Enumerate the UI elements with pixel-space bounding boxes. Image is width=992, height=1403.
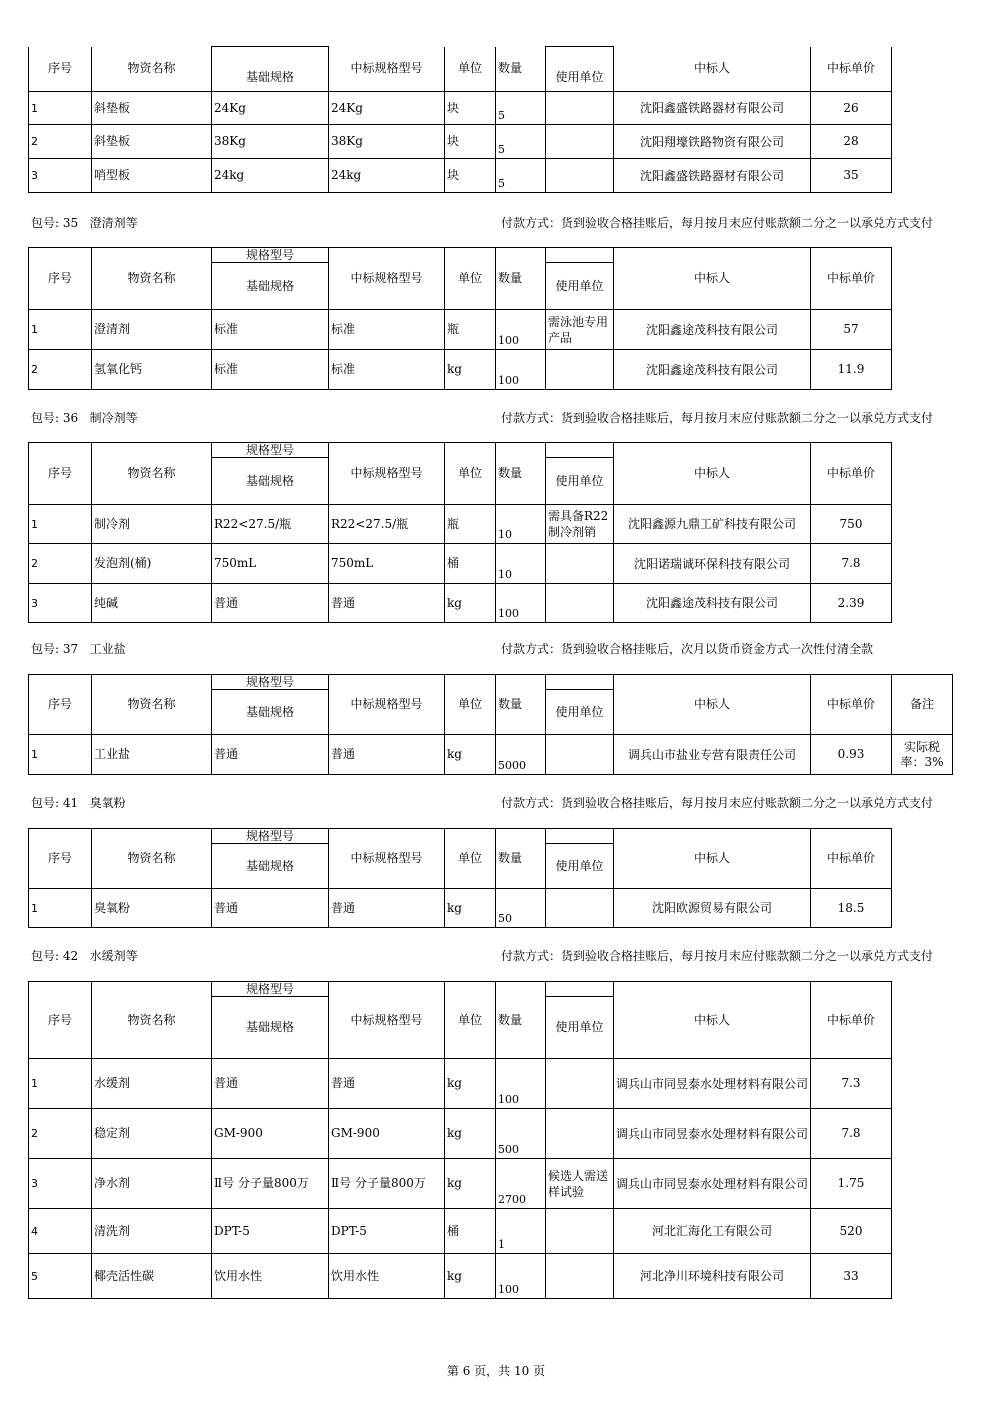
col-qty: 数量 [496,982,546,1059]
col-user-unit [546,982,614,1059]
table-header-row [29,675,953,735]
cell-price: 0.93 [811,735,892,775]
cell-name: 斜垫板 [92,92,212,125]
cell-winner: 沈阳鑫途茂科技有限公司 [614,350,811,390]
col-qty: 数量 [496,443,546,505]
cell-user-unit [546,92,614,125]
table-package-42 [28,981,892,1299]
cell-price: 750 [811,505,892,544]
cell-spec: DPT-5 [212,1209,329,1254]
col-winner: 中标人 [614,982,811,1059]
cell-user-unit [546,1109,614,1159]
cell-seq: 2 [29,1109,92,1159]
cell-user-unit [546,1059,614,1109]
cell-qty: 500 [496,1109,546,1159]
user-unit-label: 使用单位 [555,705,604,719]
col-price: 中标单价 [811,443,892,505]
cell-winner: 沈阳鑫源九鼎工矿科技有限公司 [614,505,811,544]
package-title: 工业盐 [89,642,126,656]
cell-price: 11.9 [811,350,892,390]
cell-spec: 24kg [212,159,329,193]
col-seq: 序号 [29,982,92,1059]
cell-user-unit [546,889,614,928]
cell-remark: 实际税率：3% [892,735,953,775]
cell-unit: kg [445,1254,496,1299]
col-user-unit [546,675,614,735]
package-prefix: 包号: [31,216,60,230]
cell-seq: 1 [29,92,92,125]
table-package-41 [28,828,892,928]
cell-qty: 50 [496,889,546,928]
table-row [29,1109,892,1159]
user-unit-label: 使用单位 [555,279,604,293]
spec-group-label: 规格型号 [212,248,328,263]
cell-seq: 1 [29,735,92,775]
table-row [29,125,892,159]
cell-winner: 调兵山市盐业专营有限责任公司 [614,735,811,775]
user-unit-label: 使用单位 [555,474,604,488]
col-name: 物资名称 [92,675,212,735]
table-header-row [29,47,892,92]
cell-seq: 2 [29,125,92,159]
cell-spec: 普通 [212,1059,329,1109]
cell-seq: 2 [29,350,92,390]
col-unit: 单位 [445,829,496,889]
cell-price: 1.75 [811,1159,892,1209]
cell-bid-spec: 标准 [329,350,445,390]
table-row [29,1254,892,1299]
spec-basic-label: 基础规格 [245,279,294,293]
cell-spec: 饮用水性 [212,1254,329,1299]
cell-qty: 5 [496,125,546,159]
cell-spec: 普通 [212,889,329,928]
cell-spec: GM-900 [212,1109,329,1159]
col-seq: 序号 [29,675,92,735]
cell-user-unit [546,159,614,193]
user-unit-top [546,248,613,263]
cell-unit: kg [445,735,496,775]
table-header-row [29,829,892,889]
user-unit-label: 使用单位 [555,1020,604,1034]
table-row [29,1059,892,1109]
col-unit: 单位 [445,47,496,92]
cell-price: 520 [811,1209,892,1254]
cell-name: 哨型板 [92,159,212,193]
table-header-row [29,982,892,1059]
col-price: 中标单价 [811,248,892,310]
package-no: 37 [62,642,79,656]
col-bid-spec: 中标规格型号 [329,829,445,889]
cell-user-unit: 候选人需送样试验 [546,1159,614,1209]
table-package-35 [28,247,892,390]
cell-price: 2.39 [811,584,892,623]
cell-qty: 5 [496,92,546,125]
cell-qty: 10 [496,544,546,584]
col-unit: 单位 [445,675,496,735]
spec-group-label: 规格型号 [212,829,328,844]
col-bid-spec: 中标规格型号 [329,675,445,735]
table-row [29,92,892,125]
user-unit-top [546,443,613,458]
cell-bid-spec: DPT-5 [329,1209,445,1254]
cell-name: 发泡剂(桶) [92,544,212,584]
table-row [29,1159,892,1209]
package-no: 42 [62,949,79,963]
cell-unit: 桶 [445,544,496,584]
col-qty: 数量 [496,675,546,735]
cell-spec: 标准 [212,310,329,350]
cell-name: 纯碱 [92,584,212,623]
spec-group-label: 规格型号 [212,982,328,997]
cell-winner: 沈阳鑫盛铁路器材有限公司 [614,92,811,125]
payment-terms: 付款方式：货到验收合格挂账后，每月按月末应付账款额二分之一以承兑方式支付 [501,411,934,425]
table-row [29,310,892,350]
cell-price: 7.8 [811,544,892,584]
package-no: 36 [62,411,79,425]
cell-seq: 1 [29,310,92,350]
cell-qty: 5000 [496,735,546,775]
cell-winner: 沈阳欧源贸易有限公司 [614,889,811,928]
user-unit-label: 使用单位 [555,859,604,873]
cell-name: 净水剂 [92,1159,212,1209]
col-remark: 备注 [892,675,953,735]
col-winner: 中标人 [614,248,811,310]
col-price: 中标单价 [811,829,892,889]
col-unit: 单位 [445,982,496,1059]
col-spec [212,982,329,1059]
package-title: 臭氧粉 [89,796,126,810]
cell-name: 水缓剂 [92,1059,212,1109]
col-name: 物资名称 [92,829,212,889]
package-title: 水缓剂等 [89,949,138,963]
col-seq: 序号 [29,443,92,505]
cell-unit: kg [445,1059,496,1109]
cell-unit: kg [445,1159,496,1209]
cell-qty: 100 [496,1254,546,1299]
col-spec-basic: 基础规格 [212,47,329,92]
cell-qty: 2700 [496,1159,546,1209]
col-seq: 序号 [29,248,92,310]
table-header-row [29,443,892,505]
table-row [29,505,892,544]
col-name: 物资名称 [92,47,212,92]
user-unit-top [546,675,613,690]
table-row [29,1209,892,1254]
cell-unit: 桶 [445,1209,496,1254]
package-title: 制冷剂等 [89,411,138,425]
col-price: 中标单价 [811,982,892,1059]
user-unit-top [546,829,613,844]
col-seq: 序号 [29,47,92,92]
table-row [29,889,892,928]
table-continued [28,46,892,193]
cell-user-unit [546,584,614,623]
cell-seq: 1 [29,505,92,544]
cell-seq: 1 [29,1059,92,1109]
cell-price: 35 [811,159,892,193]
col-user-unit [546,248,614,310]
cell-winner: 沈阳鑫途茂科技有限公司 [614,584,811,623]
cell-winner: 河北汇海化工有限公司 [614,1209,811,1254]
col-user-unit [546,443,614,505]
spec-basic-label: 基础规格 [245,1020,294,1034]
cell-spec: 38Kg [212,125,329,159]
spec-group-label: 规格型号 [212,443,328,458]
cell-bid-spec: R22<27.5/瓶 [329,505,445,544]
cell-spec: 24Kg [212,92,329,125]
cell-user-unit [546,350,614,390]
cell-seq: 3 [29,159,92,193]
col-user-unit: 使用单位 [546,47,614,92]
table-row [29,350,892,390]
table-package-37 [28,674,953,775]
cell-seq: 3 [29,1159,92,1209]
cell-price: 57 [811,310,892,350]
cell-qty: 100 [496,584,546,623]
cell-winner: 沈阳诺瑞诚环保科技有限公司 [614,544,811,584]
col-qty: 数量 [496,829,546,889]
package-no: 41 [62,796,79,810]
package-prefix: 包号: [31,642,60,656]
cell-unit: 块 [445,159,496,193]
cell-bid-spec: 普通 [329,1059,445,1109]
col-price: 中标单价 [811,47,892,92]
payment-terms: 付款方式：货到验收合格挂账后，每月按月末应付账款额二分之一以承兑方式支付 [501,796,934,810]
cell-winner: 调兵山市同昱泰水处理材料有限公司 [614,1059,811,1109]
cell-bid-spec: 饮用水性 [329,1254,445,1299]
cell-price: 7.8 [811,1109,892,1159]
package-no: 35 [62,216,79,230]
cell-name: 工业盐 [92,735,212,775]
cell-price: 18.5 [811,889,892,928]
cell-winner: 调兵山市同昱泰水处理材料有限公司 [614,1109,811,1159]
cell-name: 臭氧粉 [92,889,212,928]
package-prefix: 包号: [31,796,60,810]
col-spec [212,248,329,310]
col-user-unit [546,829,614,889]
col-seq: 序号 [29,829,92,889]
payment-terms: 付款方式：货到验收合格挂账后，次月以货币资金方式一次性付清全款 [501,642,874,656]
col-name: 物资名称 [92,982,212,1059]
table-row [29,544,892,584]
table-row [29,584,892,623]
col-bid-spec: 中标规格型号 [329,982,445,1059]
cell-qty: 100 [496,350,546,390]
cell-qty: 100 [496,310,546,350]
cell-unit: kg [445,350,496,390]
cell-user-unit [546,125,614,159]
payment-terms: 付款方式：货到验收合格挂账后，每月按月末应付账款额二分之一以承兑方式支付 [501,216,934,230]
cell-bid-spec: 标准 [329,310,445,350]
cell-price: 26 [811,92,892,125]
cell-bid-spec: 普通 [329,889,445,928]
cell-qty: 100 [496,1059,546,1109]
cell-name: 氢氧化钙 [92,350,212,390]
cell-spec: 普通 [212,735,329,775]
cell-name: 斜垫板 [92,125,212,159]
cell-name: 稳定剂 [92,1109,212,1159]
cell-unit: 瓶 [445,505,496,544]
cell-user-unit [546,735,614,775]
cell-name: 澄清剂 [92,310,212,350]
col-winner: 中标人 [614,47,811,92]
cell-bid-spec: 38Kg [329,125,445,159]
cell-qty: 10 [496,505,546,544]
cell-unit: kg [445,1109,496,1159]
col-winner: 中标人 [614,675,811,735]
cell-user-unit [546,1254,614,1299]
cell-qty: 1 [496,1209,546,1254]
cell-winner: 调兵山市同昱泰水处理材料有限公司 [614,1159,811,1209]
cell-user-unit: 需泳池专用产品 [546,310,614,350]
col-bid-spec: 中标规格型号 [329,47,445,92]
package-prefix: 包号: [31,949,60,963]
cell-bid-spec: 普通 [329,584,445,623]
cell-winner: 河北净川环境科技有限公司 [614,1254,811,1299]
cell-name: 清洗剂 [92,1209,212,1254]
cell-bid-spec: 普通 [329,735,445,775]
cell-spec: Ⅱ号 分子量800万 [212,1159,329,1209]
cell-bid-spec: Ⅱ号 分子量800万 [329,1159,445,1209]
cell-winner: 沈阳翔壕铁路物资有限公司 [614,125,811,159]
cell-price: 7.3 [811,1059,892,1109]
cell-spec: 750mL [212,544,329,584]
cell-seq: 3 [29,584,92,623]
package-title: 澄清剂等 [89,216,138,230]
cell-spec: 标准 [212,350,329,390]
cell-seq: 1 [29,889,92,928]
cell-unit: 瓶 [445,310,496,350]
cell-unit: kg [445,584,496,623]
cell-bid-spec: GM-900 [329,1109,445,1159]
col-qty: 数量 [496,248,546,310]
cell-name: 制冷剂 [92,505,212,544]
col-winner: 中标人 [614,443,811,505]
table-header-row [29,248,892,310]
cell-user-unit [546,544,614,584]
cell-seq: 2 [29,544,92,584]
cell-seq: 5 [29,1254,92,1299]
cell-spec: R22<27.5/瓶 [212,505,329,544]
col-spec [212,829,329,889]
cell-winner: 沈阳鑫盛铁路器材有限公司 [614,159,811,193]
cell-name: 椰壳活性碳 [92,1254,212,1299]
cell-spec: 普通 [212,584,329,623]
cell-unit: kg [445,889,496,928]
col-qty: 数量 [496,47,546,92]
table-row [29,735,953,775]
cell-qty: 5 [496,159,546,193]
spec-basic-label: 基础规格 [245,474,294,488]
cell-bid-spec: 750mL [329,544,445,584]
cell-bid-spec: 24kg [329,159,445,193]
spec-basic-label: 基础规格 [245,705,294,719]
cell-user-unit: 需具备R22制冷剂销 [546,505,614,544]
col-price: 中标单价 [811,675,892,735]
table-row [29,159,892,193]
col-name: 物资名称 [92,248,212,310]
table-package-36 [28,442,892,623]
user-unit-top [546,982,613,997]
cell-bid-spec: 24Kg [329,92,445,125]
cell-winner: 沈阳鑫途茂科技有限公司 [614,310,811,350]
col-winner: 中标人 [614,829,811,889]
col-name: 物资名称 [92,443,212,505]
col-bid-spec: 中标规格型号 [329,443,445,505]
cell-seq: 4 [29,1209,92,1254]
col-spec [212,675,329,735]
cell-unit: 块 [445,92,496,125]
cell-price: 33 [811,1254,892,1299]
col-unit: 单位 [445,248,496,310]
col-spec [212,443,329,505]
payment-terms: 付款方式：货到验收合格挂账后，每月按月末应付账款额二分之一以承兑方式支付 [501,949,934,963]
package-prefix: 包号: [31,411,60,425]
spec-basic-label: 基础规格 [245,859,294,873]
page-footer: 第 6 页，共 10 页 [446,1364,546,1378]
col-unit: 单位 [445,443,496,505]
cell-user-unit [546,1209,614,1254]
col-bid-spec: 中标规格型号 [329,248,445,310]
cell-unit: 块 [445,125,496,159]
cell-price: 28 [811,125,892,159]
spec-group-label: 规格型号 [212,675,328,690]
